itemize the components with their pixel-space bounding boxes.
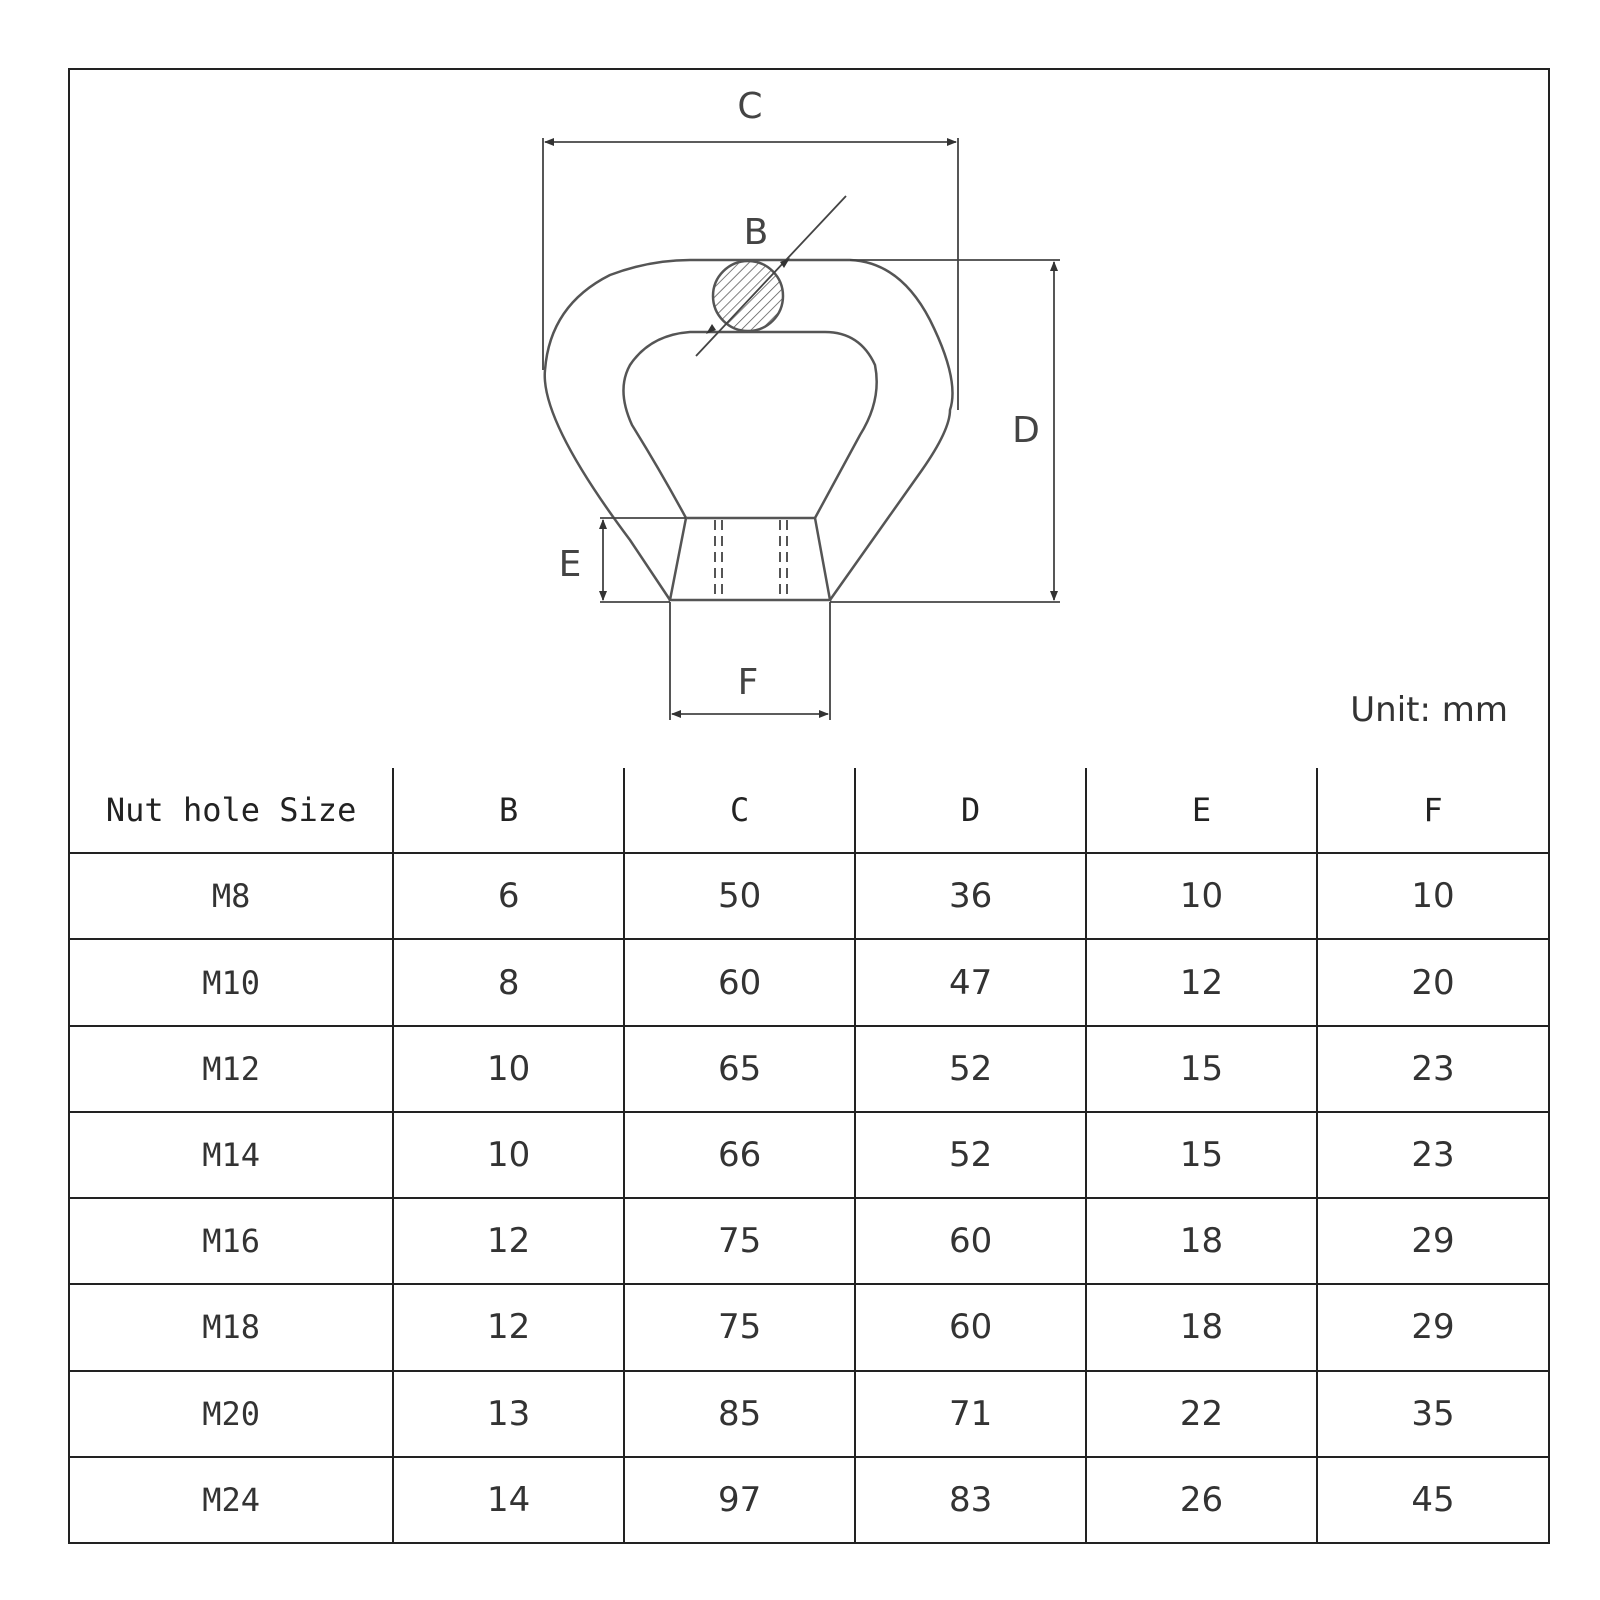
table-cell: M14 bbox=[70, 1112, 393, 1198]
eye-nut-diagram bbox=[70, 70, 1548, 770]
table-cell: M8 bbox=[70, 853, 393, 939]
table-row bbox=[70, 853, 1548, 939]
table-cell: 10 bbox=[1086, 853, 1317, 939]
table-cell: 29 bbox=[1317, 1198, 1548, 1284]
table-cell: M16 bbox=[70, 1198, 393, 1284]
table-cell: 85 bbox=[624, 1371, 855, 1457]
table-cell: 23 bbox=[1317, 1112, 1548, 1198]
inner-hole bbox=[623, 332, 876, 518]
table-cell: 15 bbox=[1086, 1026, 1317, 1112]
table-cell: 29 bbox=[1317, 1284, 1548, 1370]
neck bbox=[670, 518, 830, 600]
table-cell: 60 bbox=[624, 939, 855, 1025]
table-header-row bbox=[70, 768, 1548, 853]
table-cell: 13 bbox=[393, 1371, 624, 1457]
dimension-table bbox=[70, 768, 1548, 1542]
table-cell: 65 bbox=[624, 1026, 855, 1112]
table-cell: M20 bbox=[70, 1371, 393, 1457]
table-row bbox=[70, 1371, 1548, 1457]
eye-nut-drawing bbox=[70, 70, 1548, 770]
table-cell: 14 bbox=[393, 1457, 624, 1542]
table-row bbox=[70, 1457, 1548, 1542]
table-cell: 60 bbox=[855, 1284, 1086, 1370]
label-e: E bbox=[558, 544, 582, 585]
table-cell: M24 bbox=[70, 1457, 393, 1542]
header-cell: D bbox=[855, 768, 1086, 853]
table-cell: 45 bbox=[1317, 1457, 1548, 1542]
table-cell: 26 bbox=[1086, 1457, 1317, 1542]
table-cell: 22 bbox=[1086, 1371, 1317, 1457]
table-cell: 10 bbox=[1317, 853, 1548, 939]
table-cell: M10 bbox=[70, 939, 393, 1025]
table-row bbox=[70, 1112, 1548, 1198]
table-cell: 20 bbox=[1317, 939, 1548, 1025]
table-cell: 12 bbox=[393, 1198, 624, 1284]
header-cell: C bbox=[624, 768, 855, 853]
table-cell: 6 bbox=[393, 853, 624, 939]
table-row bbox=[70, 1284, 1548, 1370]
table-row bbox=[70, 939, 1548, 1025]
table-row bbox=[70, 1198, 1548, 1284]
table-cell: 75 bbox=[624, 1198, 855, 1284]
table-cell: 10 bbox=[393, 1112, 624, 1198]
table-cell: 15 bbox=[1086, 1112, 1317, 1198]
label-d: D bbox=[1012, 410, 1040, 451]
table-cell: 75 bbox=[624, 1284, 855, 1370]
header-cell: E bbox=[1086, 768, 1317, 853]
header-cell: F bbox=[1317, 768, 1548, 853]
table-cell: 60 bbox=[855, 1198, 1086, 1284]
label-f: F bbox=[737, 662, 759, 703]
spec-sheet-frame bbox=[68, 68, 1550, 1544]
table-cell: 35 bbox=[1317, 1371, 1548, 1457]
table-cell: 66 bbox=[624, 1112, 855, 1198]
table-cell: 18 bbox=[1086, 1284, 1317, 1370]
label-c: C bbox=[737, 86, 763, 127]
label-b: B bbox=[743, 212, 769, 253]
table-cell: 50 bbox=[624, 853, 855, 939]
table-cell: 97 bbox=[624, 1457, 855, 1542]
table-cell: 52 bbox=[855, 1026, 1086, 1112]
table-cell: M12 bbox=[70, 1026, 393, 1112]
table-cell: 23 bbox=[1317, 1026, 1548, 1112]
table-cell: 18 bbox=[1086, 1198, 1317, 1284]
table-cell: 12 bbox=[1086, 939, 1317, 1025]
header-cell: Nut hole Size bbox=[70, 768, 393, 853]
table-cell: 12 bbox=[393, 1284, 624, 1370]
table-cell: M18 bbox=[70, 1284, 393, 1370]
table-cell: 83 bbox=[855, 1457, 1086, 1542]
table-cell: 71 bbox=[855, 1371, 1086, 1457]
table-row bbox=[70, 1026, 1548, 1112]
table-cell: 36 bbox=[855, 853, 1086, 939]
table-cell: 8 bbox=[393, 939, 624, 1025]
unit-note: Unit: mm bbox=[1350, 690, 1508, 730]
table-cell: 52 bbox=[855, 1112, 1086, 1198]
header-cell: B bbox=[393, 768, 624, 853]
section-b-circle bbox=[713, 261, 783, 331]
table-cell: 47 bbox=[855, 939, 1086, 1025]
table-cell: 10 bbox=[393, 1026, 624, 1112]
